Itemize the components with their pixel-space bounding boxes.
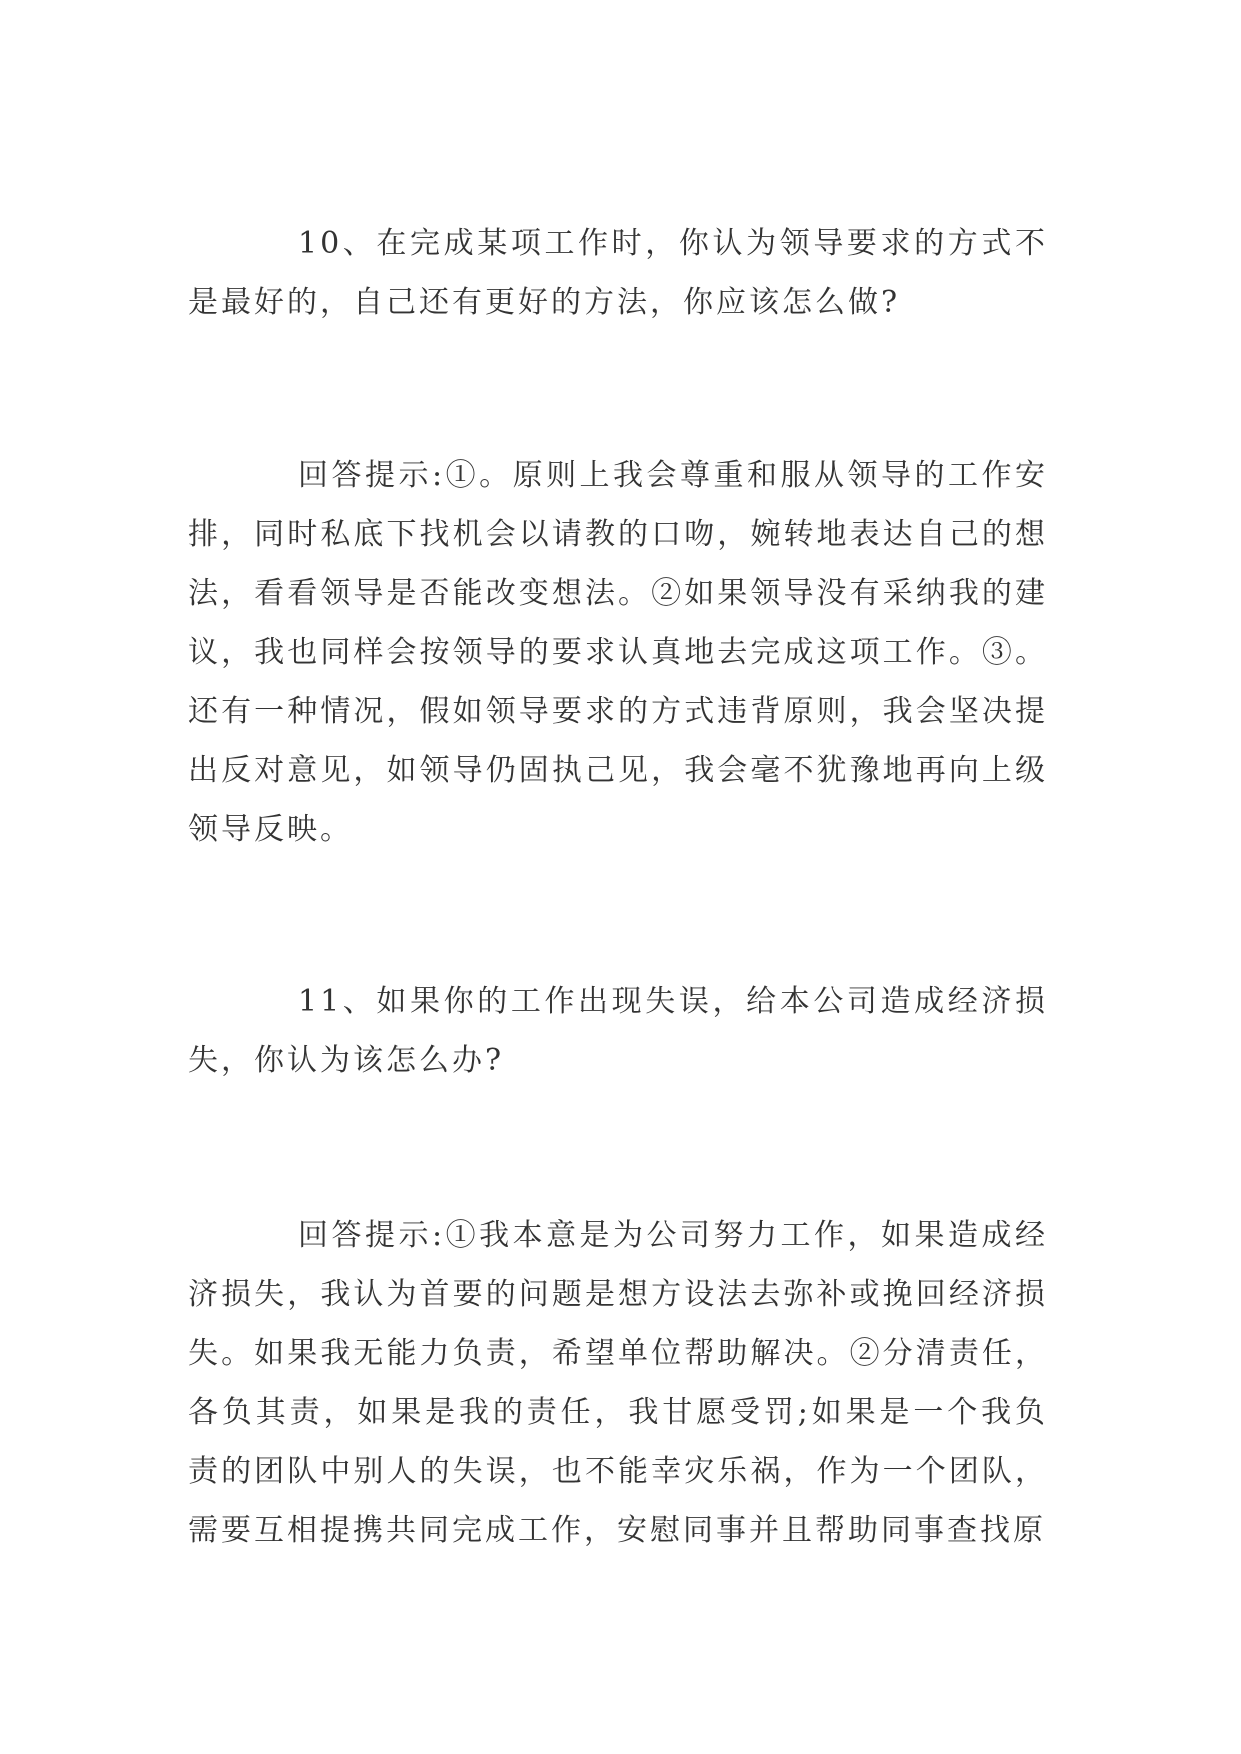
answer-hint-11: 回答提示:①我本意是为公司努力工作，如果造成经济损失，我认为首要的问题是想方设法去弥补或挽回经济损失。如果我无能力负责，希望单位帮助解决。②分清责任，各负其责，如果是我的责任，我甘愿受罚;如果是一个我负责的团队中别人的失误，也不能幸灾乐祸，作为一个团队，需要互相提携共同完成工作，安慰同事并且帮助同事查找原 [188, 1218, 1048, 1548]
question-10: 10、在完成某项工作时，你认为领导要求的方式不是最好的，自己还有更好的方法，你应该怎么做? [188, 226, 1048, 320]
answer-hint-10: 回答提示:①。原则上我会尊重和服从领导的工作安排，同时私底下找机会以请教的口吻，婉转地表达自己的想法，看看领导是否能改变想法。②如果领导没有采纳我的建议，我也同样会按领导的要求认真地去完成这项工作。③。还有一种情况，假如领导要求的方式违背原则，我会坚决提出反对意见，如领导仍固执己见，我会毫不犹豫地再向上级领导反映。 [188, 458, 1048, 847]
question-11: 11、如果你的工作出现失误，给本公司造成经济损失，你认为该怎么办? [188, 984, 1048, 1078]
